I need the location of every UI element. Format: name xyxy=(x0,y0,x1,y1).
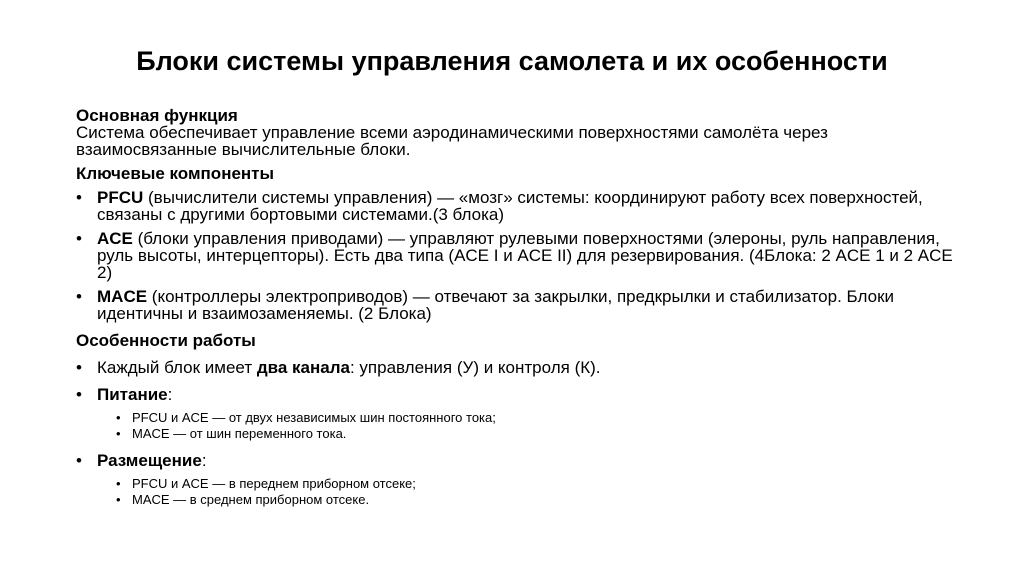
section-heading-key-components: Ключевые компоненты xyxy=(76,164,275,183)
bullet-glyph: • xyxy=(76,358,82,377)
bullet-glyph: • xyxy=(76,188,82,207)
power-dc-text: PFCU и ACE — от двух независимых шин постоянного тока; xyxy=(132,410,496,425)
term-ace: ACE xyxy=(97,229,133,248)
sub-item-placement-middle xyxy=(76,492,956,508)
power-colon: : xyxy=(167,385,173,404)
bullet-glyph: • xyxy=(116,410,121,425)
sub-item-power-dc xyxy=(76,410,956,426)
placement-middle-text: MACE — в среднем приборном отсеке. xyxy=(132,492,370,507)
channels-text-post: : управления (У) и контроля (К). xyxy=(349,358,601,377)
power-term: Питание xyxy=(97,385,168,404)
list-item-mace xyxy=(76,288,956,322)
list-item-channels xyxy=(76,359,956,376)
placement-colon: : xyxy=(201,451,207,470)
bullet-glyph: • xyxy=(116,426,121,441)
term-mace: MACE xyxy=(97,287,148,306)
channels-text-pre: Каждый блок имеет xyxy=(97,358,257,377)
section-heading-main-function: Основная функция xyxy=(76,106,238,125)
bullet-glyph: • xyxy=(76,229,82,248)
list-item-pfcu xyxy=(76,189,956,223)
slide-content xyxy=(76,107,956,508)
bullet-glyph: • xyxy=(76,451,82,470)
list-item-placement xyxy=(76,452,956,469)
channels-term: два канала xyxy=(256,358,350,377)
bullet-glyph: • xyxy=(116,476,121,491)
placement-term: Размещение xyxy=(97,451,202,470)
slide-title: Блоки системы управления самолета и их особенности xyxy=(136,46,888,76)
bullet-glyph: • xyxy=(76,287,82,306)
bullet-glyph: • xyxy=(116,492,121,507)
bullet-glyph: • xyxy=(76,385,82,404)
section-heading-operation-features: Особенности работы xyxy=(76,331,256,350)
main-function-text: Система обеспечивает управление всеми аэродинамическими поверхностями самолёта через взаимосвязанные вычислительные блоки. xyxy=(76,123,828,159)
term-pfcu: PFCU xyxy=(97,188,144,207)
description-mace: (контроллеры электроприводов) — отвечают за закрылки, предкрылки и стабилизатор. Блоки идентичны и взаимозаменяемы. (2 Блока) xyxy=(97,287,894,323)
description-pfcu: (вычислители системы управления) — «мозг» системы: координируют работу всех поверхностей, связаны с другими бортовыми системами.(3 блока) xyxy=(97,188,923,224)
list-item-ace xyxy=(76,230,956,281)
description-ace: (блоки управления приводами) — управляют рулевыми поверхностями (элероны, руль направления, руль высоты, интерцепторы). Есть два типа (ACE I и ACE II) для резервирования. (4Блока: 2 ACE 1 и 2 ACE 2) xyxy=(97,229,953,282)
placement-front-text: PFCU и ACE — в переднем приборном отсеке; xyxy=(132,476,416,491)
list-item-power xyxy=(76,386,956,403)
power-ac-text: MACE — от шин переменного тока. xyxy=(132,426,347,441)
sub-item-power-ac xyxy=(76,426,956,442)
sub-item-placement-front xyxy=(76,476,956,492)
